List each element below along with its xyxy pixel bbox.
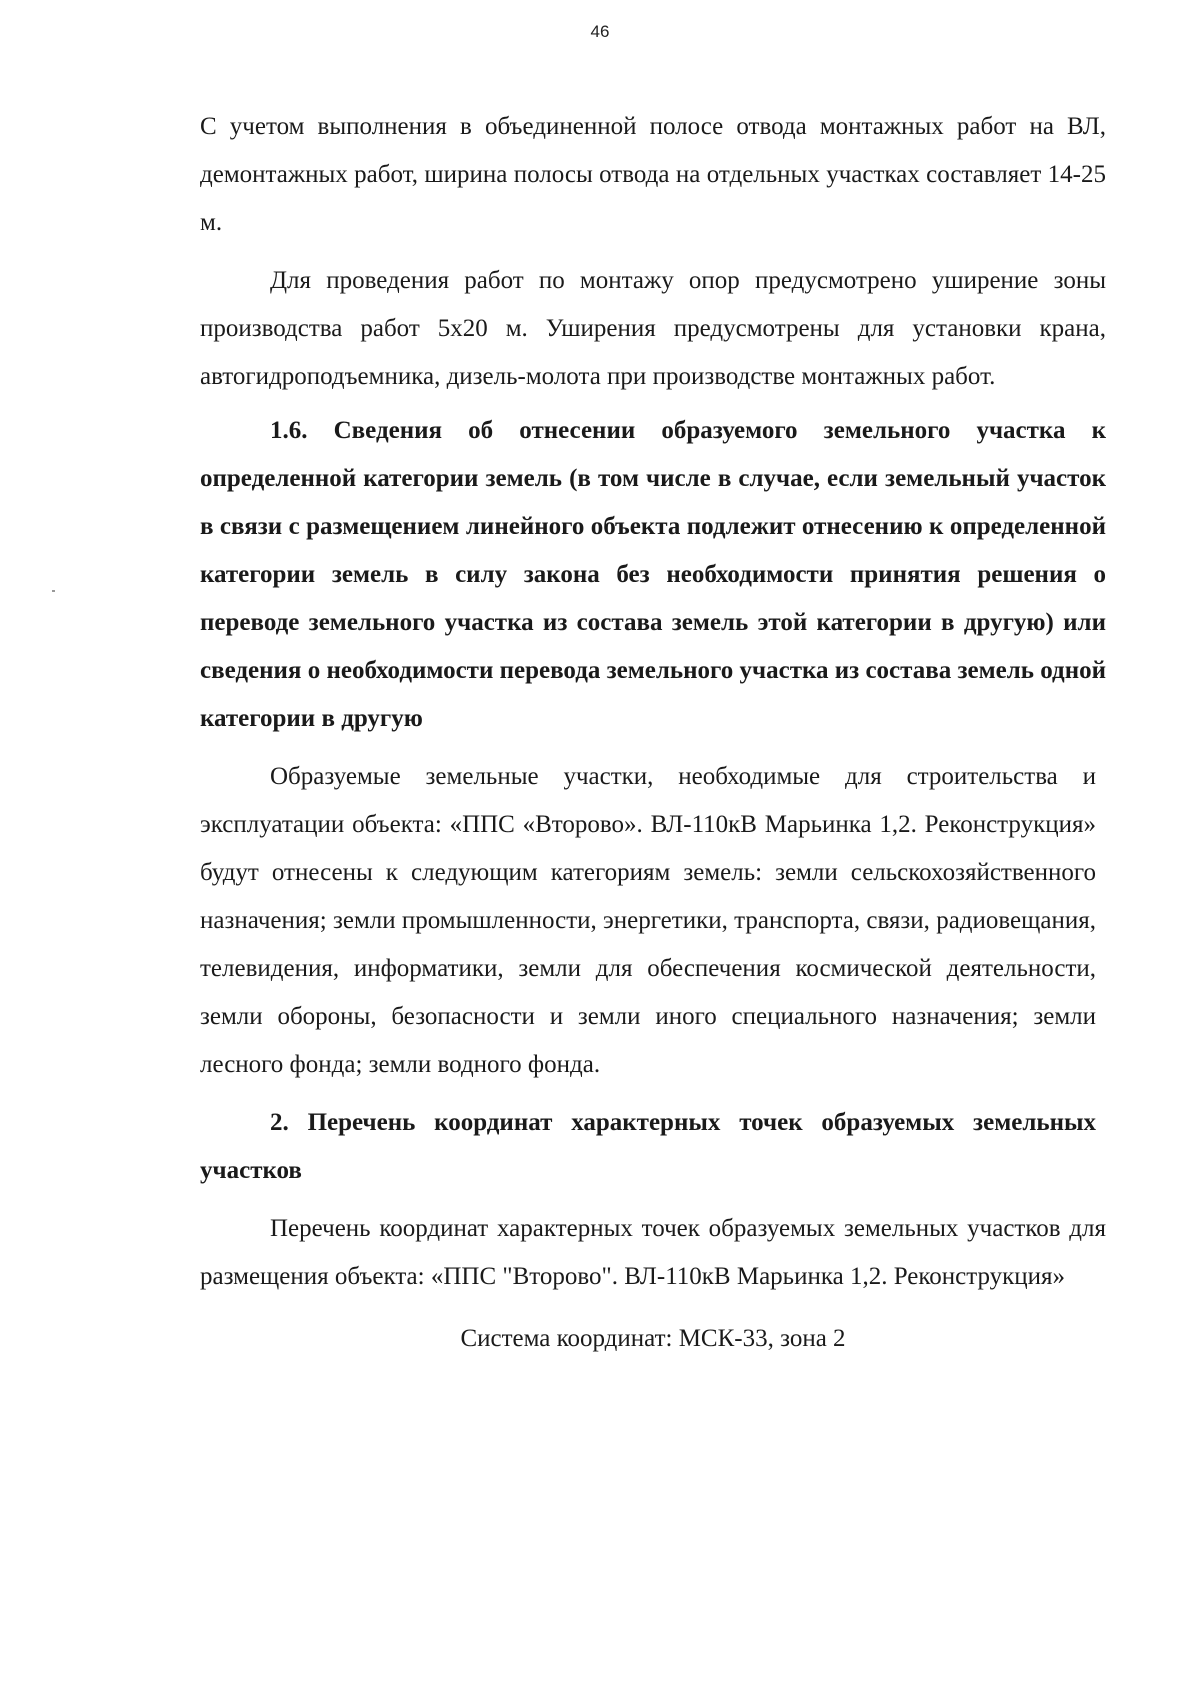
intro-paragraph-1: С учетом выполнения в объединенной полосе отвода монтажных работ на ВЛ, демонтажных работ, ширина полосы отвода на отдельных участках составляет 14-25 м. [200,113,1106,236]
document-body [200,103,1106,1363]
coordinate-system-label: Система координат: МСК-33, зона 2 [460,1325,846,1352]
intro-paragraph-2: Для проведения работ по монтажу опор предусмотрено уширение зоны производства работ 5х20 м. Уширения предусмотрены для установки крана, автогидроподъемника, дизель-молота при производстве монтажных работ. [200,267,1106,390]
scan-speck [52,590,55,592]
section-1-6-heading: 1.6. Сведения об отнесении образуемого земельного участка к определенной категории земель (в том числе в случае, если земельный участок в связи с размещением линейного объекта подлежит отнесению к определенной категории земель в силу закона без необходимости принятия решения о переводе земельного участка из состава земель этой категории в другую) или сведения о необходимости перевода земельного участка из состава земель одной категории в другую [200,417,1106,732]
section-2-paragraph: Перечень координат характерных точек образуемых земельных участков для размещения объекта: «ППС "Второво". ВЛ-110кВ Марьинка 1,2. Реконструкция» [200,1215,1106,1290]
page-number: 46 [590,22,610,41]
section-1-6-paragraph: Образуемые земельные участки, необходимые для строительства и эксплуатации объекта: «ППС «Второво». ВЛ-110кВ Марьинка 1,2. Реконструкция» будут отнесены к следующим категориям земель: земли сельскохозяйственного назначения; земли промышленности, энергетики, транспорта, связи, радиовещания, телевидения, информатики, земли для обеспечения космической деятельности, земли обороны, безопасности и земли иного специального назначения; земли лесного фонда; земли водного фонда. [200,763,1096,1078]
section-2-heading: 2. Перечень координат характерных точек образуемых земельных участков [200,1109,1096,1184]
